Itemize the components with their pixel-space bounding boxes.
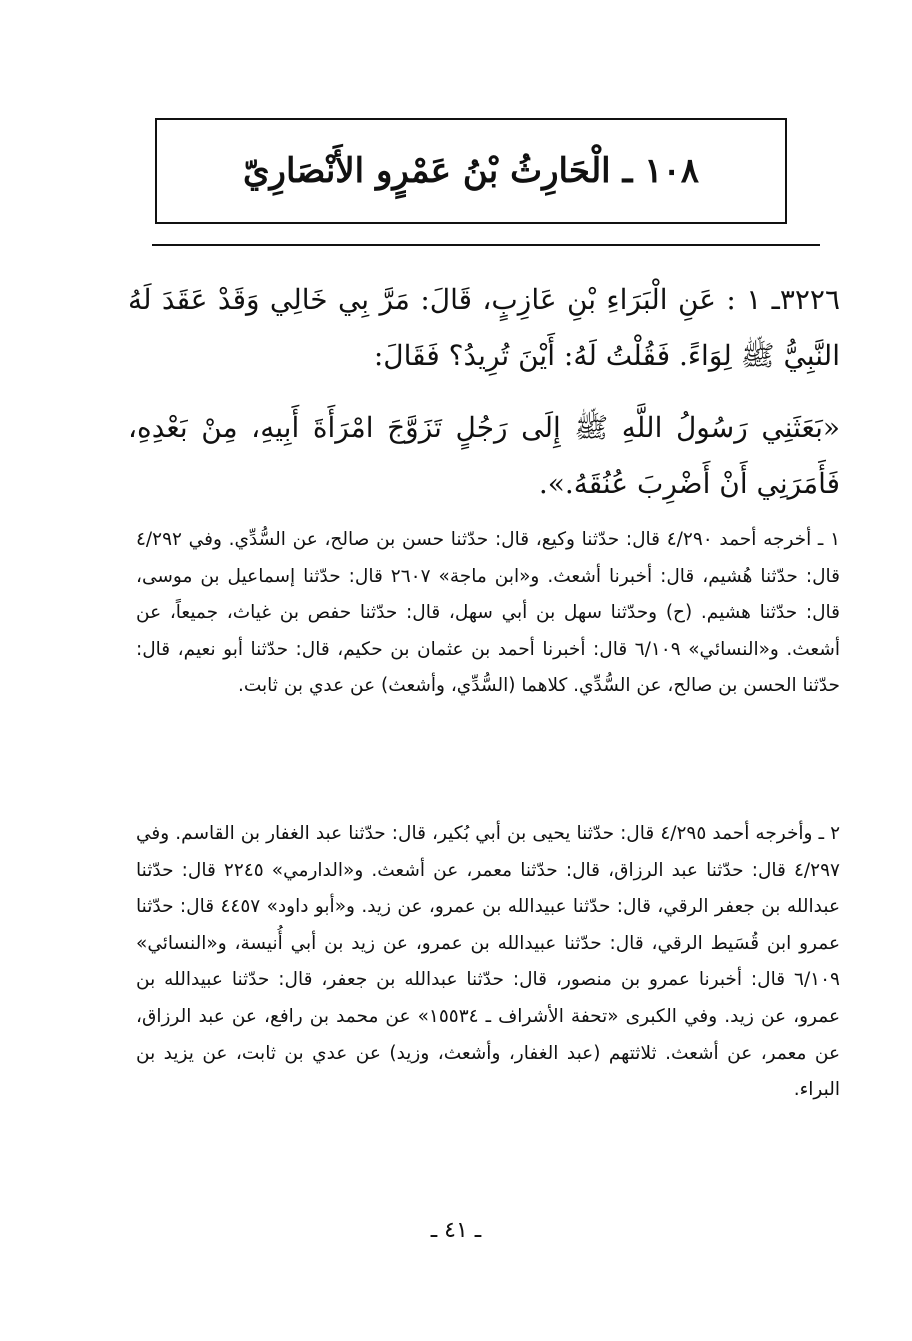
chapter-title-box xyxy=(155,118,787,224)
title-divider xyxy=(152,244,820,246)
footnote-1: ١ ـ أخرجه أحمد ٤/٢٩٠ قال: حدّثنا وكيع، قال: حدّثنا حسن بن صالح، عن السُّدِّي. وفي ٤/٢٩٢ قال: حدّثنا هُشيم، قال: أخبرنا أشعث. و«ابن ماجة» ٢٦٠٧ قال: حدّثنا إسماعيل بن موسى، قال: حدّثنا هشيم. (ح) وحدّثنا سهل بن أبي سهل، قال: حدّثنا حفص بن غياث، جميعاً، عن أشعث. و«النسائي» ٦/١٠٩ قال: أخبرنا أحمد بن عثمان بن حكيم، قال: حدّثنا أبو نعيم، قال: حدّثنا الحسن بن صالح، عن السُّدِّي. كلاهما (السُّدِّي، وأشعث) عن عدي بن ثابت. xyxy=(136,529,840,697)
chapter-title: ١٠٨ ـ الْحَارِثُ بْنُ عَمْرٍو الأَنْصَارِيّ xyxy=(242,151,700,191)
footnote-2: ٢ ـ وأخرجه أحمد ٤/٢٩٥ قال: حدّثنا يحيى بن أبي بُكير، قال: حدّثنا عبد الغفار بن القاسم. وفي ٤/٢٩٧ قال: حدّثنا عبد الرزاق، قال: حدّثنا معمر، عن أشعث. و«الدارمي» ٢٢٤٥ قال: حدّثنا عبدالله بن جعفر الرقي، قال: حدّثنا عبيدالله بن عمرو، عن زيد. و«أبو داود» ٤٤٥٧ قال: حدّثنا عمرو ابن قُسَيط الرقي، قال: حدّثنا عبيدالله بن عمرو، عن زيد بن أبي أُنيسة، و«النسائي» ٦/١٠٩ قال: أخبرنا عمرو بن منصور، قال: حدّثنا عبدالله بن جعفر، قال: حدّثنا عبيدالله بن عمرو، عن زيد. وفي الكبرى «تحفة الأشراف ـ ١٥٥٣٤» عن محمد بن رافع، عن عبد الرزاق، عن معمر، عن أشعث. ثلاثتهم (عبد الغفار، وأشعث، وزيد) عن عدي بن ثابت، عن يزيد بن البراء. xyxy=(136,823,840,1101)
page-number: ـ ٤١ ـ xyxy=(430,1218,482,1243)
hadith-quote: «بَعَثَنِي رَسُولُ اللَّهِ ﷺ إِلَى رَجُلٍ تَزَوَّجَ امْرَأَةَ أَبِيهِ، مِنْ بَعْدِهِ، فَأَمَرَنِي أَنْ أَضْرِبَ عُنُقَهُ.». xyxy=(128,411,840,500)
hadith-intro: ٣٢٢٦ـ ١ : عَنِ الْبَرَاءِ بْنِ عَازِبٍ، قَالَ: مَرَّ بِي خَالِي وَقَدْ عَقَدَ لَهُ النَّبِيُّ ﷺ لِوَاءً. فَقُلْتُ لَهُ: أَيْنَ تُرِيدُ؟ فَقَالَ: xyxy=(128,283,840,372)
